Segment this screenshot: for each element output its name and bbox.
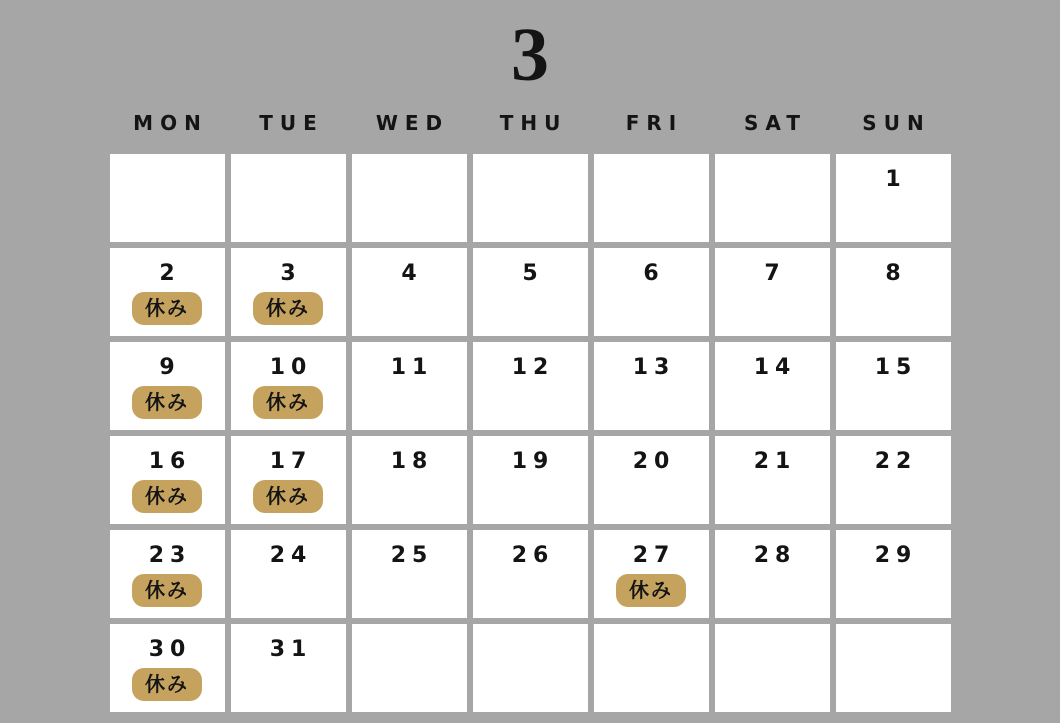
date-label: 13 — [632, 355, 676, 380]
closed-badge: 休み — [132, 480, 202, 513]
calendar-cell — [352, 248, 467, 336]
calendar-cell — [110, 342, 225, 430]
date-label: 6 — [643, 261, 665, 286]
closed-badge: 休み — [132, 668, 202, 701]
calendar-cell — [594, 248, 709, 336]
calendar-cell — [473, 624, 588, 712]
weekday-header-tue: TUE — [259, 111, 324, 135]
calendar-cell — [594, 436, 709, 524]
weekday-header-mon: MON — [133, 111, 208, 135]
closed-badge: 休み — [253, 386, 323, 419]
date-label: 2 — [159, 261, 181, 286]
date-label: 11 — [390, 355, 434, 380]
weekday-header-row — [110, 110, 951, 136]
calendar-cell — [715, 248, 830, 336]
calendar-cell — [110, 530, 225, 618]
closed-badge: 休み — [616, 574, 686, 607]
closed-badge: 休み — [132, 386, 202, 419]
date-label: 4 — [401, 261, 423, 286]
calendar-cell — [473, 342, 588, 430]
date-label: 7 — [764, 261, 786, 286]
date-label: 28 — [753, 543, 797, 568]
calendar-cell — [473, 436, 588, 524]
date-label: 29 — [874, 543, 918, 568]
calendar-cell — [836, 624, 951, 712]
calendar-cell — [110, 624, 225, 712]
date-label: 15 — [874, 355, 918, 380]
calendar-cell — [110, 248, 225, 336]
date-label: 12 — [511, 355, 555, 380]
date-label: 30 — [148, 637, 192, 662]
closed-badge: 休み — [132, 574, 202, 607]
date-label: 23 — [148, 543, 192, 568]
date-label: 8 — [885, 261, 907, 286]
calendar-cell — [594, 530, 709, 618]
weekday-header-sun: SUN — [862, 111, 931, 135]
calendar-cell — [473, 530, 588, 618]
calendar-cell — [231, 248, 346, 336]
calendar-cell — [715, 154, 830, 242]
calendar-cell — [836, 154, 951, 242]
date-label: 19 — [511, 449, 555, 474]
date-label: 20 — [632, 449, 676, 474]
calendar-cell — [231, 624, 346, 712]
calendar-cell — [231, 436, 346, 524]
date-label: 27 — [632, 543, 676, 568]
date-label: 26 — [511, 543, 555, 568]
calendar-cell — [352, 436, 467, 524]
date-label: 14 — [753, 355, 797, 380]
calendar-cell — [231, 154, 346, 242]
date-label: 1 — [885, 167, 907, 192]
month-title: 3 — [511, 13, 549, 97]
closed-badge: 休み — [253, 480, 323, 513]
date-label: 31 — [269, 637, 313, 662]
date-label: 25 — [390, 543, 434, 568]
calendar-cell — [473, 248, 588, 336]
calendar-cell — [352, 624, 467, 712]
calendar-cell — [836, 342, 951, 430]
date-label: 3 — [280, 261, 302, 286]
calendar-cell — [110, 436, 225, 524]
calendar-cell — [715, 624, 830, 712]
calendar-cell — [352, 342, 467, 430]
calendar-cell — [594, 624, 709, 712]
calendar-cell — [594, 342, 709, 430]
weekday-header-thu: THU — [499, 111, 568, 135]
date-label: 9 — [159, 355, 181, 380]
date-label: 18 — [390, 449, 434, 474]
date-label: 16 — [148, 449, 192, 474]
calendar — [110, 110, 951, 712]
calendar-cell — [715, 436, 830, 524]
calendar-cell — [836, 530, 951, 618]
calendar-cell — [231, 530, 346, 618]
calendar-cell — [836, 436, 951, 524]
calendar-cell — [715, 530, 830, 618]
closed-badge: 休み — [132, 292, 202, 325]
weekday-header-fri: FRI — [625, 111, 684, 135]
date-label: 17 — [269, 449, 313, 474]
calendar-cell — [836, 248, 951, 336]
calendar-grid — [110, 154, 951, 712]
calendar-cell — [594, 154, 709, 242]
calendar-cell — [352, 530, 467, 618]
calendar-cell — [231, 342, 346, 430]
calendar-cell — [473, 154, 588, 242]
calendar-cell — [715, 342, 830, 430]
weekday-header-wed: WED — [375, 111, 450, 135]
weekday-header-sat: SAT — [744, 111, 807, 135]
calendar-cell — [352, 154, 467, 242]
date-label: 5 — [522, 261, 544, 286]
date-label: 10 — [269, 355, 313, 380]
date-label: 24 — [269, 543, 313, 568]
calendar-cell — [110, 154, 225, 242]
date-label: 21 — [753, 449, 797, 474]
date-label: 22 — [874, 449, 918, 474]
closed-badge: 休み — [253, 292, 323, 325]
